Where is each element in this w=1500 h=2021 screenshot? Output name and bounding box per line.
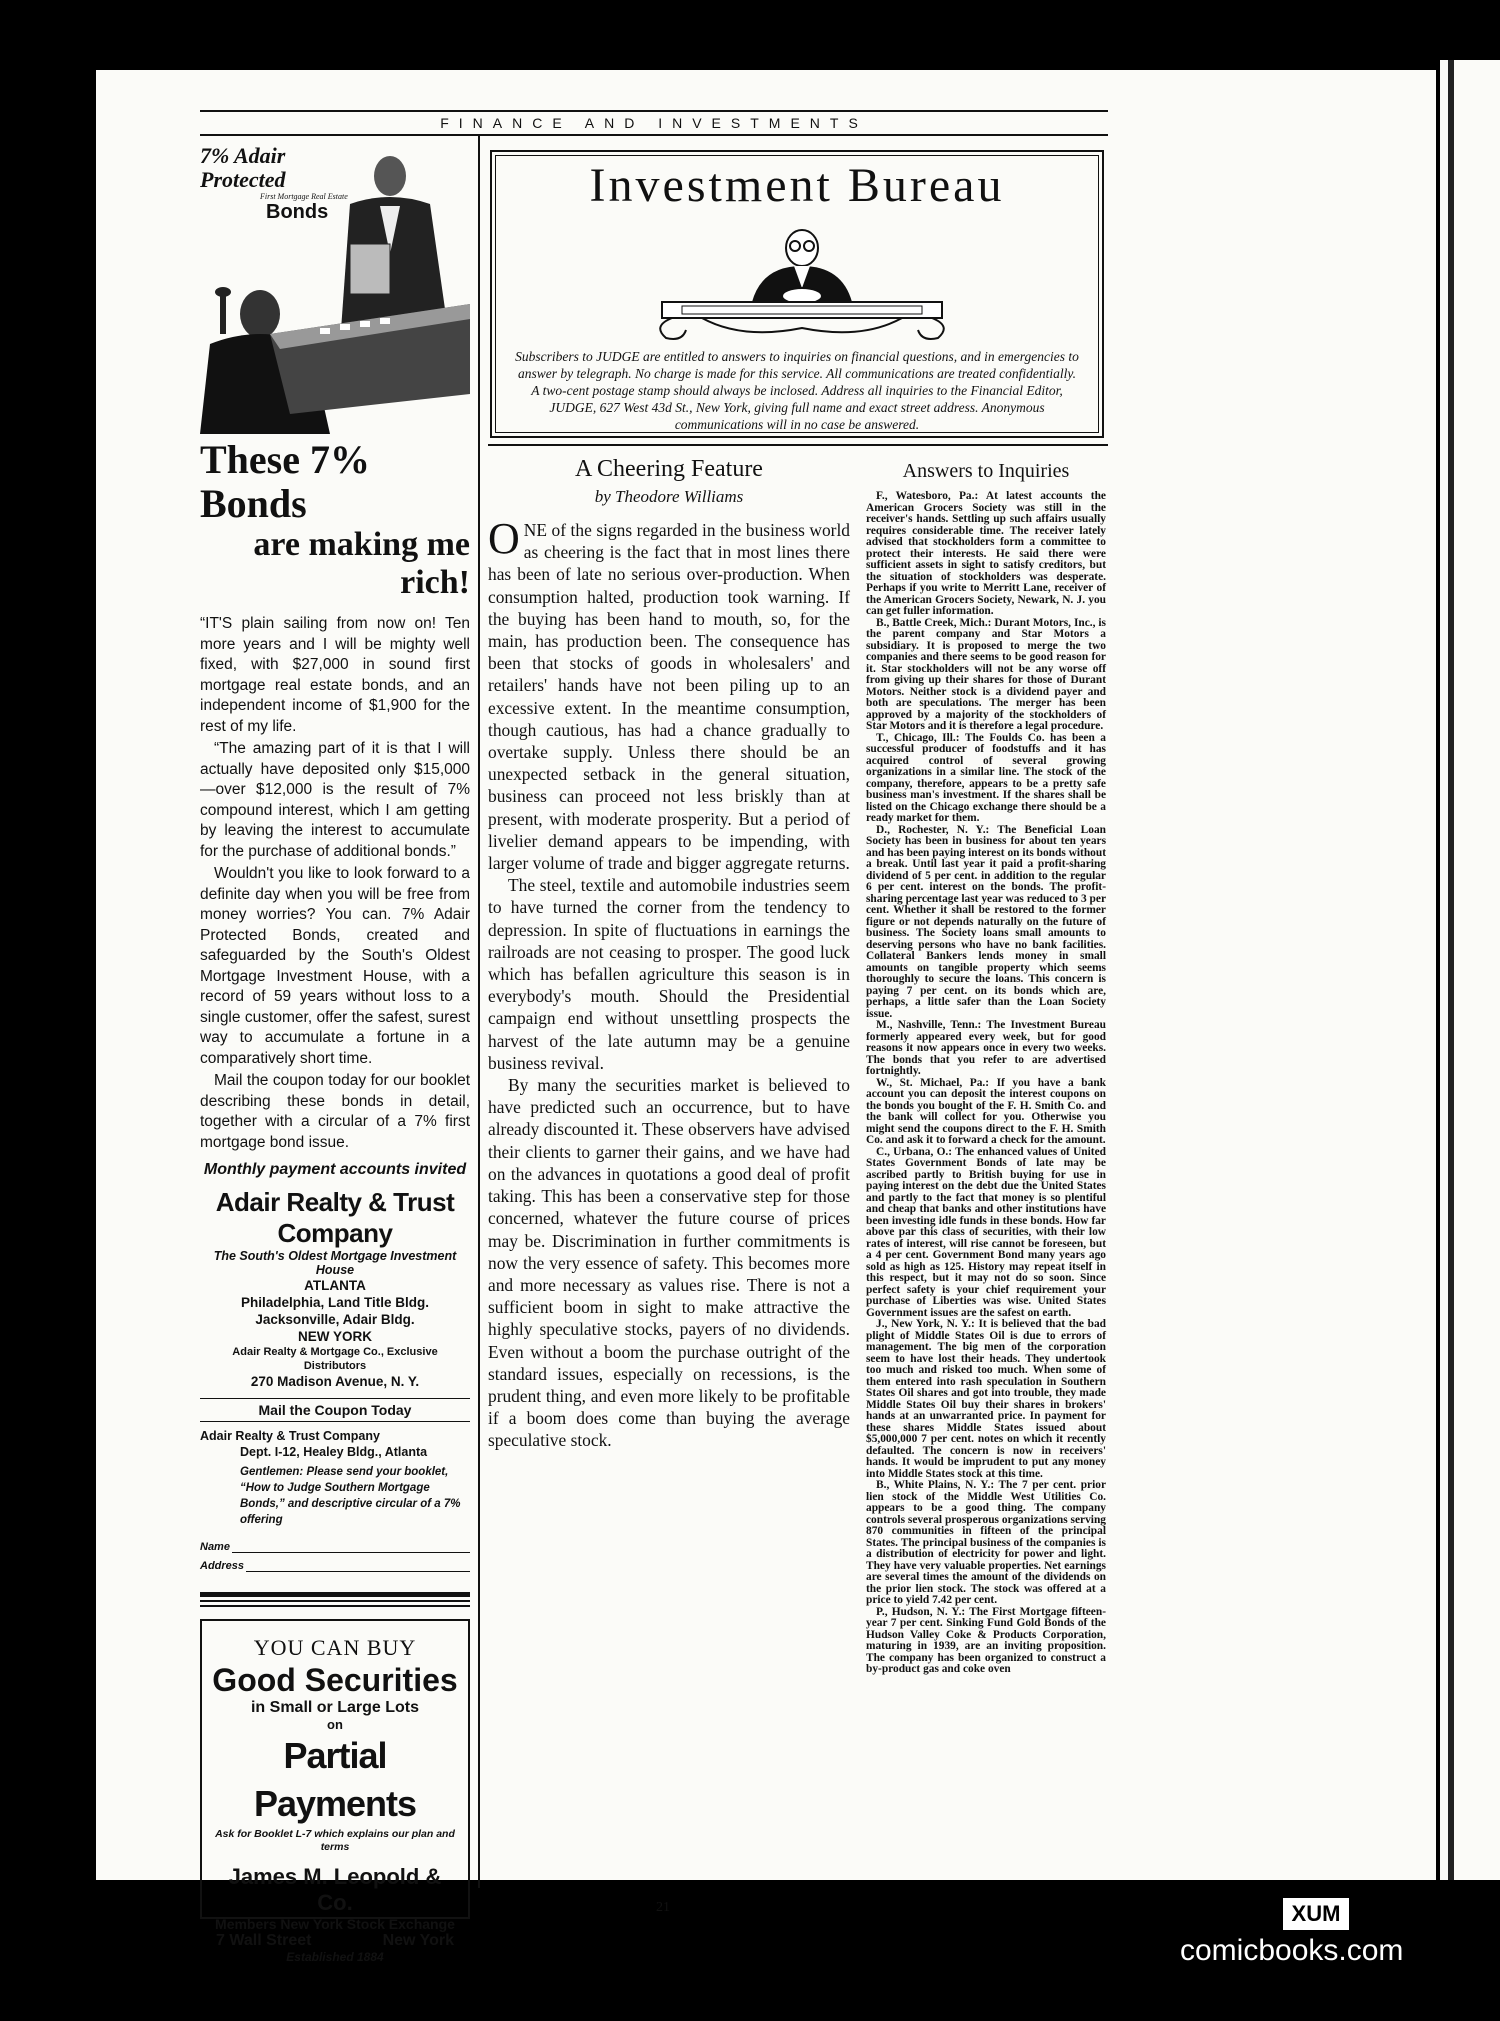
company-name: Adair Realty & Trust Company xyxy=(215,1187,455,1248)
bureau-notice: Subscribers to JUDGE are entitled to answers to inquiries on financial questions, and in emergencies to answer by telegraph. No charge is made for this service. All communications are treated confidentially. A two-cent postage stamp should always be inclosed. Address all inquiries to the Financial Editor, JUDGE, 627 West 43d St., New York, giving full name and exact street address. Anonymous communications will in no case be answered. xyxy=(515,349,1079,432)
answers-column xyxy=(866,460,1106,1676)
leopold-line-4: on xyxy=(327,1717,343,1732)
coupon-heading: Mail the Coupon Today xyxy=(200,1398,470,1422)
leopold-members: Members New York Stock Exchange xyxy=(215,1916,455,1932)
company-block xyxy=(200,1187,470,1390)
drop-cap: O xyxy=(488,514,520,563)
divider xyxy=(200,1605,470,1607)
ad-paragraph: Wouldn't you like to look forward to a definite day when you will be free from money worries? You can. 7% Adair Protected Bonds, created and safeguarded by the South's Oldest Mortgage Investment House, with a record of 59 years without loss to a single customer, offer the safest, surest way to accumulate a fortune in a comparatively short time. xyxy=(200,865,470,1067)
ad-body xyxy=(200,614,470,1153)
article-byline: by Theodore Williams xyxy=(594,487,744,506)
article xyxy=(488,456,850,1452)
divider xyxy=(200,1600,470,1602)
answers-title: Answers to Inquiries xyxy=(902,460,1070,482)
answer-item: B., White Plains, N. Y.: The 7 per cent. prior lien stock of the Middle West Utilities Co. appears to be a good thing. The company controls several prosperous organizations serving 870 communities in fifteen of the principal States. The principal business of the companies is a distribution of electricity for power and light. They have very valuable properties. Net earnings are several times the amount of the dividends on the prior lien stock. The stock was offered at a price to yield 7.42 per cent. xyxy=(866,1479,1106,1606)
article-title: A Cheering Feature xyxy=(575,456,763,482)
answer-item: B., Battle Creek, Mich.: Durant Motors, Inc., is the parent company and Star Motors a subsidiary. It is proposed to merge the two companies and there seems to be good reason for it. Star stockholders will not be any worse off from giving up their shares for those of Durant Motors. Neither stock is a dividend payer and both are speculations. The merger has been approved by a majority of the stockholders of Star Motors and it is therefore a legal procedure. xyxy=(866,616,1106,732)
office-philadelphia: Philadelphia, Land Title Bldg. xyxy=(240,1295,430,1310)
article-paragraph: The steel, textile and automobile industries seem to have turned the corner from the tendency to depression. In spite of fluctuations in earnings the railroads are not ceasing to prosper. The good luck which has befallen agriculture this season is in everybody's mouth. Should the Presidential campaign end without unsettling prospects the harvest of the late autumn may be a genuine business revival. xyxy=(488,875,850,1073)
answer-item: T., Chicago, Ill.: The Foulds Co. has been a successful producer of foodstuffs and it has acquired control of several growing organizations in a similar line. The stock of the company, therefore, appears to be a pretty safe business man's investment. If the shares shall be listed on the Chicago exchange there should be a ready market for them. xyxy=(866,731,1106,824)
answer-item: C., Urbana, O.: The enhanced values of United States Government Bonds of late may be ascribed partly to British buying for use in paying interest on the debt due the United States and partly to the fact that money is so plentiful and cheap that banks and other institutions have been investing idle funds in these bonds. How far above par this class of securities, with their low rates of interest, will rise cannot be foreseen, but a 4 per cent. Government Bond many years ago sold as high as 125. History may repeat itself in this respect, but it may not do so soon. Since perfect safety is your chief requirement your purchase of Liberties was wise. United States Government issues are the safest on earth. xyxy=(866,1145,1106,1319)
article-paragraph: By many the securities market is believed to have predicted such an occurrence, but to have already discounted it. These observers have advised their clients to garner their gains, and we have had on the advances in quotations a good deal of profit taking. This has been a conservative step for those concerned, whatever the future course of prices may be. Discrimination in further commitments is now the very essence of safety. This becomes more and more necessary as values rise. There is not a sufficient boom in sight to make attractive the highly speculative stocks, payers of no dividends. Even without a boom the purchase outright of the standard issues, especially on recessions, is the prudent thing, and even more likely to be profitable if a boom does come than buying the average speculative stock. xyxy=(488,1075,850,1451)
ad-illustration xyxy=(200,144,470,434)
answer-item: J., New York, N. Y.: It is believed that the bad plight of Middle States Oil is due to errors of management. The big men of the corporation seem to have lost their heads. They undertook too much and risked too much. When some of them entered into rash speculation in Southern States Oil shares and got into trouble, they made Middle States Oil buy their shares in brokers' hands at an unwarranted price. In payment for these shares Middle States issued about $5,000,000 7 per cent. notes on which it recently defaulted. The concern is now in receivers' hands. It would be imprudent to put any money into Middle States stock at this time. xyxy=(866,1318,1106,1480)
leopold-line-5: Partial Payments xyxy=(253,1735,417,1824)
leopold-city: New York xyxy=(382,1932,454,1949)
divider xyxy=(200,1592,470,1597)
ad-logo xyxy=(200,144,370,224)
logo-top: 7% Adair Protected xyxy=(200,144,286,192)
coupon-addressee: Adair Realty & Trust Company xyxy=(200,1429,380,1443)
ad-paragraph: “IT'S plain sailing from now on! Ten more years and I will be mighty well fixed, with $27,000 in sound first mortgage real estate bonds, and an independent income of $1,900 for the rest of my life. xyxy=(200,615,470,735)
leopold-line-1: YOU CAN BUY xyxy=(253,1635,417,1660)
office-atlanta: ATLANTA xyxy=(304,1278,366,1293)
coupon-name-field[interactable] xyxy=(200,1540,470,1553)
coupon-address-field[interactable] xyxy=(200,1559,470,1572)
name-label: Name xyxy=(200,1541,230,1553)
adair-ad xyxy=(200,144,470,1964)
investment-bureau-box xyxy=(490,150,1104,438)
leopold-line-3: in Small or Large Lots xyxy=(250,1699,420,1716)
company-tagline: The South's Oldest Mortgage Investment House xyxy=(213,1249,457,1277)
distributors: Adair Realty & Mortgage Co., Exclusive Distributors xyxy=(232,1346,438,1372)
bureau-clerk-illustration xyxy=(642,222,962,342)
monthly-payment-note: Monthly payment accounts invited xyxy=(203,1161,467,1178)
ad-paragraph: Mail the coupon today for our booklet describing these bonds in detail, together with a circular of a 7% first mortgage bond issue. xyxy=(200,1072,470,1151)
coupon-request: Gentlemen: Please send your booklet, “How to Judge Southern Mortgage Bonds,” and descriptive circular of a 7% offering xyxy=(240,1466,461,1526)
box-underline xyxy=(488,444,1108,446)
answer-item: W., St. Michael, Pa.: If you have a bank account you can deposit the interest coupons on the bonds you bought of the F. H. Smith Co. and the bank will collect for you. Otherwise you might send the coupons direct to the F. H. Smith Co. and ask it to forward a check for the amount. xyxy=(866,1076,1106,1146)
page-number: 21 xyxy=(656,1900,670,1915)
logo-small: First Mortgage Real Estate xyxy=(260,192,348,201)
logo-bottom: Bonds xyxy=(266,201,329,223)
column-rule xyxy=(478,136,480,1888)
leopold-line-6: Ask for Booklet L-7 which explains our plan and terms xyxy=(215,1828,455,1853)
leopold-ad xyxy=(200,1619,470,1964)
bureau-title: Investment Bureau xyxy=(589,159,1005,212)
answer-item: F., Watesboro, Pa.: At latest accounts the American Grocers Society was still in the receiver's hands. Settling up such affairs usually requires considerable time. The receiver lately advised that stockholders form a committee to protect their interests. He said there were sufficient assets in sight to satisfy creditors, but the situation of stockholders was desperate. Perhaps if you write to Merritt Lane, receiver of the American Grocers Society, Newark, N. J. you can get fuller information. xyxy=(866,490,1106,617)
answers-body xyxy=(866,491,1106,1676)
leopold-line-2: Good Securities xyxy=(212,1662,458,1698)
office-new-york: NEW YORK xyxy=(297,1329,372,1344)
answer-item: P., Hudson, N. Y.: The First Mortgage fifteen-year 7 per cent. Sinking Fund Gold Bonds of the Hudson Valley Coke & Products Corporation, maturing in 1939, are an inviting proposition. The company has been organized to construct a by-product gas and coke oven xyxy=(866,1605,1106,1675)
leopold-company: James M. Leopold & Co. xyxy=(228,1864,442,1915)
leopold-address xyxy=(210,1932,460,1950)
xum-badge: XUM xyxy=(1283,1898,1349,1930)
answer-item: D., Rochester, N. Y.: The Beneficial Loan Society has been in business for about ten years and has been paying interest on its bonds without a break. Until last year it paid a profit-sharing dividend of 5 per cent. in addition to the regular 6 per cent. interest on the bonds. The profit-sharing percentage last year was reduced to 3 per cent. Whether it shall be restored to the former figure or not depends naturally on the future of business. The Society loans small amounts to deserving persons who have no bank facilities. Collateral Bankers lends money in small amounts on tangible property which seems thoroughly to secure the loans. This concern is paying 7 per cent. on its bonds which are, perhaps, a little safer than the Loan Society issue. xyxy=(866,823,1106,1020)
section-header: FINANCE AND INVESTMENTS xyxy=(200,110,1108,136)
ad-paragraph: “The amazing part of it is that I will actually have deposited only $15,000—over $12,000 is the result of 7% compound interest, which I am getting by leaving the interest to accumulate for the purchase of additional bonds.” xyxy=(200,740,470,860)
next-page-edge xyxy=(1440,60,1500,1880)
coupon xyxy=(200,1428,470,1528)
article-body xyxy=(488,514,850,1452)
madison-address: 270 Madison Avenue, N. Y. xyxy=(250,1374,420,1389)
site-watermark: comicbooks.com xyxy=(1180,1934,1404,1967)
address-label: Address xyxy=(200,1560,245,1572)
leopold-established: Established 1884 xyxy=(286,1950,384,1964)
coupon-dept: Dept. I-12, Healey Bldg., Atlanta xyxy=(240,1445,428,1459)
ad-subheadline: are making me rich! xyxy=(253,526,470,601)
article-paragraph: ONE of the signs regarded in the business world as cheering is the fact that in most lines there has been of late no serious over-production. When consumption halted, production took warning. If the buying has been hand to mouth, so, for the main, has production been. The consequence has been that stocks of goods in wholesalers' and retailers' hands have not been piling up to an excessive extent. In the meantime consumption, though cautious, has had a chance gradually to overtake supply. Unless there should be an unexpected setback in the general situation, business can proceed not less briskly than at present, with moderate prosperity. But a period of livelier demand appears to be impending, with larger volume of trade and bigger aggregate returns. xyxy=(488,514,850,874)
ad-headline: These 7% Bonds xyxy=(200,437,370,526)
leopold-street: 7 Wall Street xyxy=(216,1932,312,1949)
answer-item: M., Nashville, Tenn.: The Investment Bureau formerly appeared every week, but for good reasons it now appears once in every two weeks. The bonds that you refer to are advertised fortnightly. xyxy=(866,1019,1106,1077)
office-jacksonville: Jacksonville, Adair Bldg. xyxy=(255,1312,415,1327)
